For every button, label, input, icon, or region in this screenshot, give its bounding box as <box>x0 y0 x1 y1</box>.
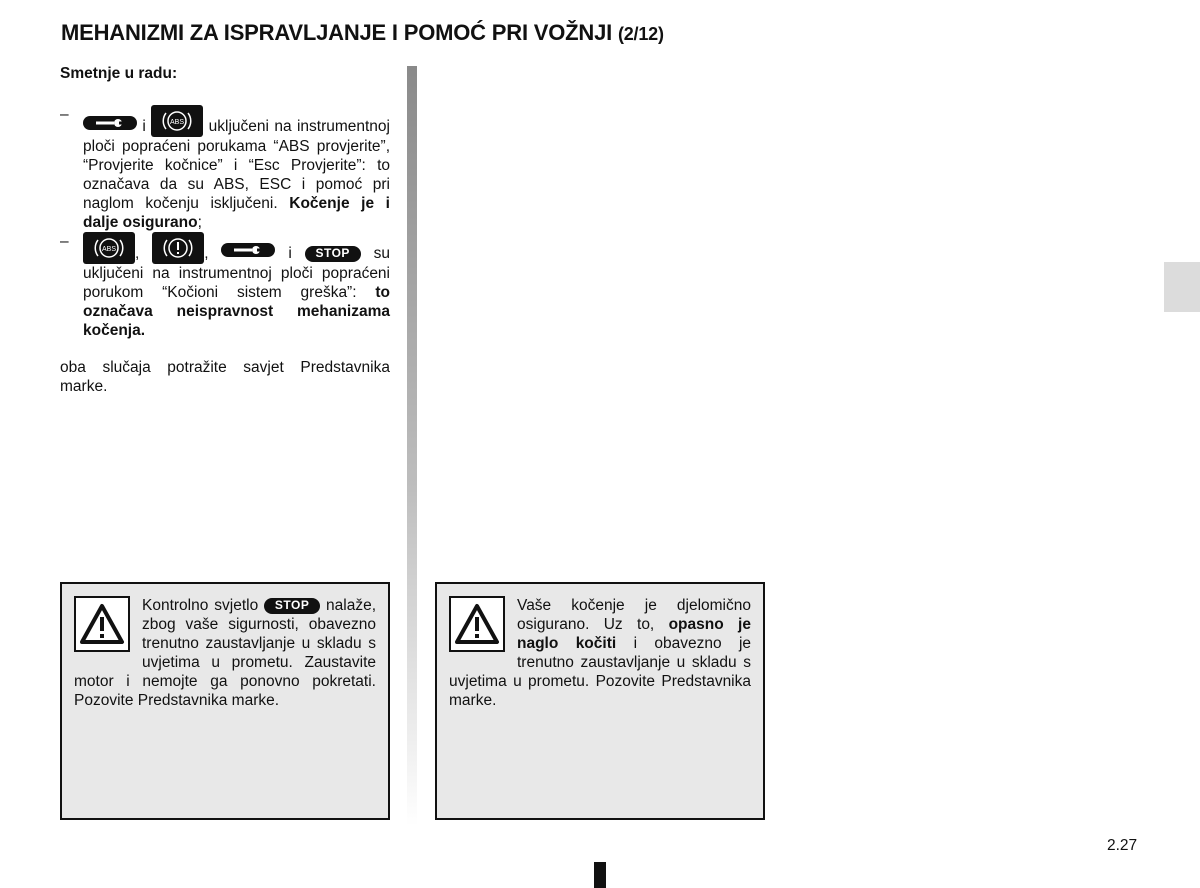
warning2-bold: opasno je naglo kočiti <box>517 616 751 652</box>
warning2-text-a: Vaše kočenje je djelomično osigurano. Uz to, <box>517 597 751 633</box>
brake-warning-icon <box>152 232 204 264</box>
item2-bold: to označava neispravnost mehanizama kočenja. <box>83 284 390 339</box>
abs-warning-icon <box>151 105 203 137</box>
abs-warning-icon <box>83 232 135 264</box>
warning-triangle-icon <box>74 596 130 652</box>
warning2-text-b: i obavezno je trenutno zaustavljanje u skladu s uvjetima u prometu. Pozovite Predstavnika marke. <box>449 635 752 709</box>
list-dash: – <box>60 233 69 250</box>
abs-icon-text: ABS <box>170 119 185 126</box>
chapter-tab <box>1164 262 1200 312</box>
separator: , <box>204 245 209 262</box>
abs-icon-text: ABS <box>101 246 117 253</box>
stop-warning-icon: STOP <box>305 246 361 262</box>
page-marker <box>594 862 606 888</box>
left-column <box>60 64 390 396</box>
conjunction: i <box>142 118 146 135</box>
section-subheading: Smetnje u radu: <box>60 65 178 82</box>
separator: , <box>135 245 140 262</box>
item1-text: uključeni na instrumentnoj ploči popraćeni porukama “ABS provjerite”, “Provjerite kočnice” i “Esc Provjerite”: to označava da su ABS, ESC i pomoć pri naglom kočenju isključeni. <box>83 118 390 212</box>
conjunction: i <box>288 245 292 262</box>
warning1-text-a: Kontrolno svjetlo <box>142 597 259 614</box>
title-text: MEHANIZMI ZA ISPRAVLJANJE I POMOĆ PRI VOŽNJI <box>61 20 613 45</box>
list-item-brake-fault <box>60 232 390 340</box>
list-item-abs-fault <box>60 105 390 232</box>
warning-triangle-icon <box>449 596 505 652</box>
stop-warning-icon: STOP <box>264 598 320 614</box>
wrench-service-icon <box>221 243 275 257</box>
page-title <box>61 20 664 46</box>
wrench-service-icon <box>83 116 137 130</box>
advice-note: oba slučaja potražite savjet Predstavnika marke. <box>60 359 390 395</box>
warning-box-stop-light <box>60 582 390 820</box>
item2-text: su uključeni na instrumentnoj ploči popraćeni porukom “Kočioni sistem greška”: <box>83 245 390 301</box>
warning1-text-b: nalaže, zbog vaše sigurnosti, obavezno trenutno zaustavljanje u skladu s uvjetima u prometu. Zaustavite motor i nemojte ga ponovno pokretati. Pozovite Predstavnika marke. <box>74 597 376 709</box>
page-number: 2.27 <box>1107 837 1138 854</box>
item1-end: ; <box>197 214 202 231</box>
column-divider <box>407 66 417 826</box>
item1-bold: Kočenje je i dalje osigurano <box>83 195 390 231</box>
title-part: (2/12) <box>617 24 664 44</box>
warning-box-partial-braking <box>435 582 765 820</box>
list-dash: – <box>60 106 69 123</box>
